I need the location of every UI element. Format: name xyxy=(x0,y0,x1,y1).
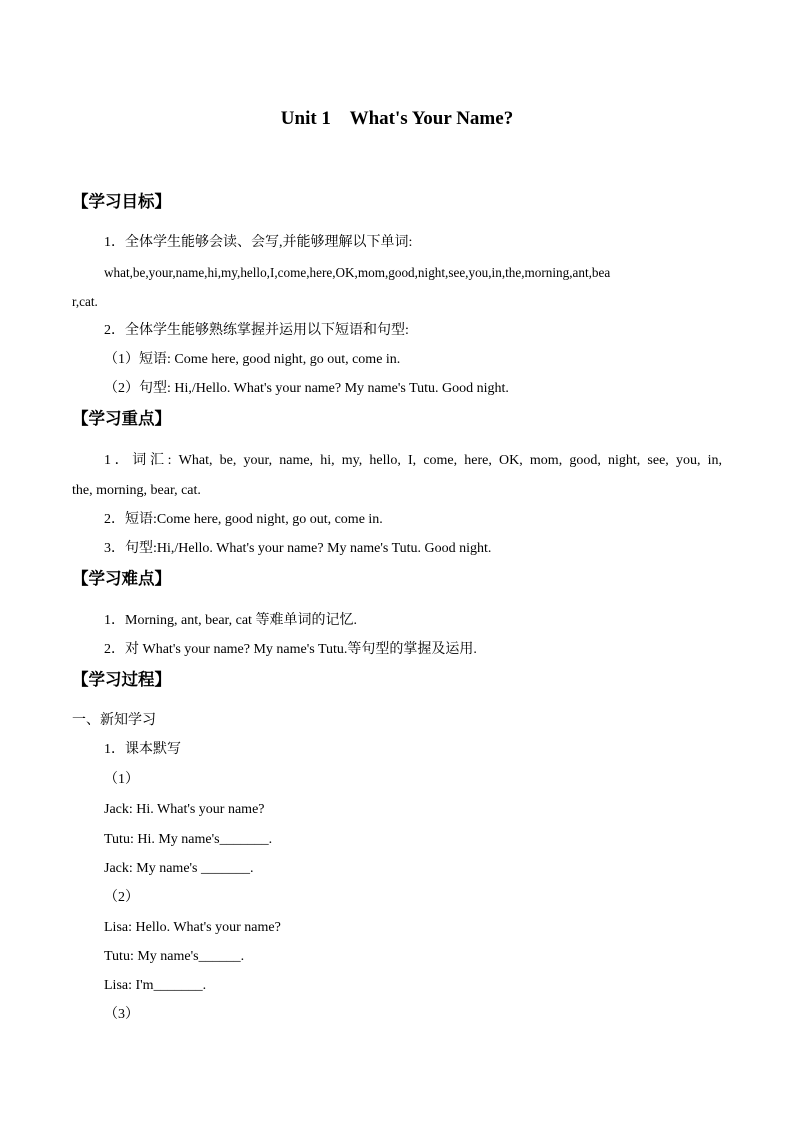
exercise-3-label: （3） xyxy=(104,1007,139,1022)
heading-learning-goals: 【学习目标】 xyxy=(72,192,171,211)
goals-sentence-patterns: （2）句型: Hi,/Hello. What's your name? My name's Tutu. Good night. xyxy=(104,381,509,396)
exercise-2-line-1: Lisa: Hello. What's your name? xyxy=(104,920,281,935)
key-points-vocabulary-line-1: 1．词汇: What, be, your, name, hi, my, hello, I, come, here, OK, mom, good, night, see, you, in, xyxy=(104,453,722,468)
process-task-1: 1．课本默写 xyxy=(104,742,181,757)
difficulties-item-1: 1．Morning, ant, bear, cat 等难单词的记忆. xyxy=(104,613,357,628)
exercise-1-line-3: Jack: My name's _______. xyxy=(104,861,254,876)
exercise-2-line-3: Lisa: I'm_______. xyxy=(104,978,207,993)
exercise-1-line-1: Jack: Hi. What's your name? xyxy=(104,802,265,817)
key-points-phrases: 2．短语:Come here, good night, go out, come in. xyxy=(104,512,383,527)
difficulties-item-2: 2．对 What's your name? My name's Tutu.等句型的掌握及运用. xyxy=(104,642,477,657)
exercise-2-label: （2） xyxy=(104,890,139,905)
heading-difficulties: 【学习难点】 xyxy=(72,569,171,588)
heading-key-points: 【学习重点】 xyxy=(72,409,171,428)
exercise-1-line-2: Tutu: Hi. My name's_______. xyxy=(104,832,273,847)
exercise-2-line-2: Tutu: My name's______. xyxy=(104,949,245,964)
goals-item-1: 1．全体学生能够会读、会写,并能够理解以下单词: xyxy=(104,235,413,250)
key-points-sentence-patterns: 3．句型:Hi,/Hello. What's your name? My name's Tutu. Good night. xyxy=(104,541,492,556)
heading-learning-process: 【学习过程】 xyxy=(72,670,171,689)
goals-item-2: 2．全体学生能够熟练掌握并运用以下短语和句型: xyxy=(104,323,409,338)
process-part-1: 一、新知学习 xyxy=(72,713,156,728)
goals-phrases: （1）短语: Come here, good night, go out, come in. xyxy=(104,352,401,367)
exercise-1-label: （1） xyxy=(104,772,139,787)
key-points-vocabulary-line-2: the, morning, bear, cat. xyxy=(72,483,201,498)
goals-word-list-line-2: r,cat. xyxy=(72,294,98,309)
goals-word-list-line-1: what,be,your,name,hi,my,hello,I,come,here,OK,mom,good,night,see,you,in,the,morning,ant,bea xyxy=(104,265,611,280)
page-title: Unit 1 What's Your Name? xyxy=(280,108,514,129)
